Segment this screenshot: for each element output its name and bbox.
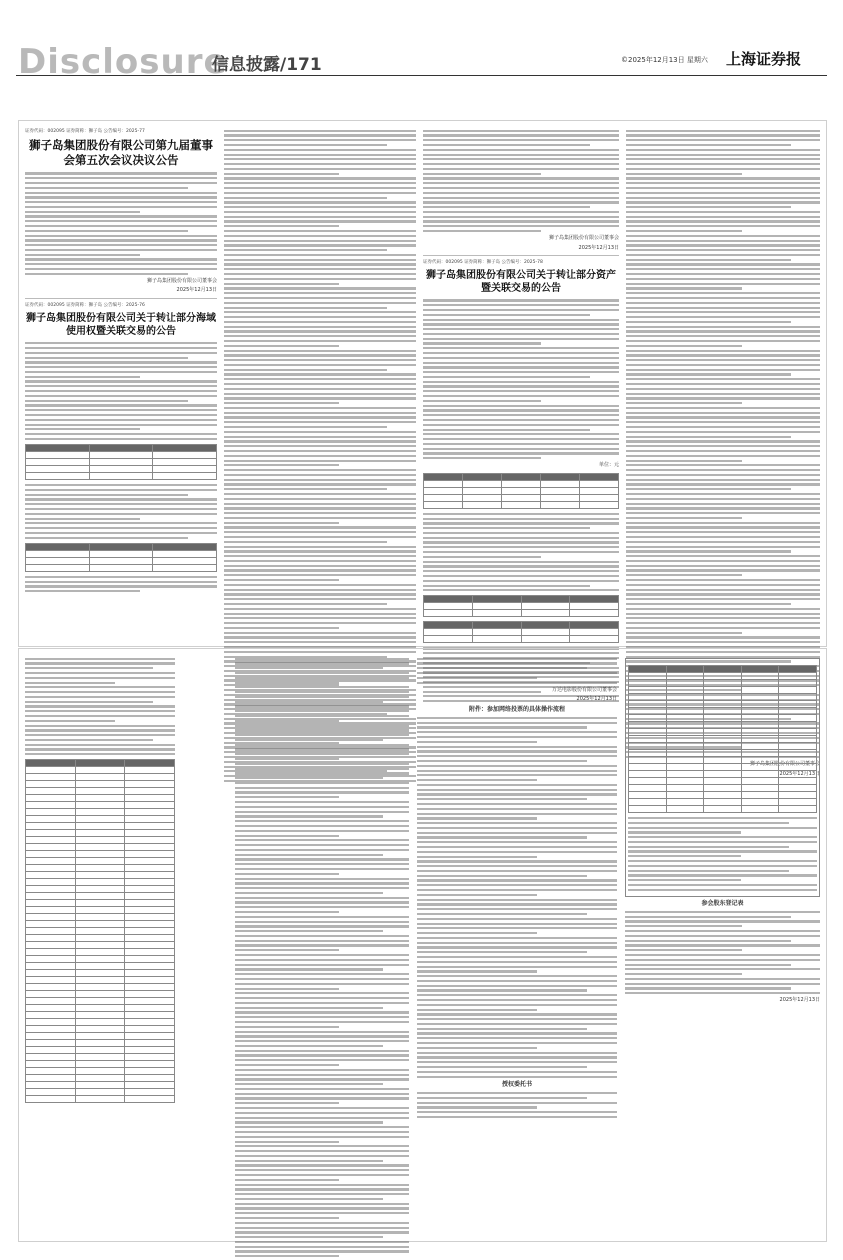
newspaper-name: 上海证券报 (726, 50, 802, 68)
signature: 狮子岛集团股份有限公司董事会 (749, 761, 820, 768)
announcement-column-3 (423, 127, 619, 705)
meeting-notice-column-4 (625, 655, 820, 1007)
meeting-notice-column-3 (417, 655, 617, 1121)
signature: 狮子岛集团股份有限公司董事会 (548, 235, 619, 242)
form-body (625, 911, 820, 994)
section-title: 信息披露/171 (212, 55, 322, 75)
meeting-notice-column-1 (25, 655, 175, 1107)
lower-announcement-band (18, 648, 827, 1242)
announcement-code: 证券代码：002095 证券简称：狮子岛 公告编号：2025-78 (423, 260, 543, 265)
announcement-body (423, 130, 619, 233)
proxy-form-title: 授权委托书 (501, 1080, 532, 1088)
registration-form-title: 参会股东登记表 (701, 899, 744, 907)
masthead-rule (16, 75, 827, 76)
signature-date: 2025年12月13日 (779, 997, 820, 1004)
asset-table (423, 621, 619, 643)
proposal-table (25, 759, 175, 1103)
notice-body (417, 717, 617, 1078)
announcement-body (25, 484, 217, 539)
notice-body (235, 658, 409, 1258)
vote-table (628, 665, 817, 813)
vote-form-box (625, 658, 820, 897)
attachment-title: 附件：参加网络投票的具体操作流程 (468, 705, 565, 713)
masthead (0, 0, 843, 118)
signature: 狮子岛集团股份有限公司董事会 (146, 278, 217, 284)
announcement-code: 证券代码：002095 证券简称：狮子岛 公告编号：2025-76 (25, 302, 145, 308)
issue-date: ©2025年12月13日 星期六 (621, 56, 708, 64)
announcement-title: 狮子岛集团股份有限公司关于转让部分海域使用权暨关联交易的公告 (26, 313, 216, 338)
meeting-notice-column-2 (235, 655, 409, 1260)
announcement-body (25, 342, 217, 440)
notice-body (417, 1092, 617, 1118)
announcement-body (423, 513, 619, 592)
signature: 万达电影股份有限公司董事会 (551, 686, 617, 693)
signature-date: 2025年12月13日 (576, 696, 617, 703)
signature-date: 2025年12月13日 (578, 244, 619, 251)
asset-table (423, 595, 619, 617)
signature-date: 2025年12月13日 (176, 287, 217, 294)
announcement-body (423, 299, 619, 459)
section-logo: Disclosure (18, 42, 228, 82)
divider (423, 255, 619, 256)
form-body (628, 817, 817, 891)
announcement-column-1 (25, 127, 217, 595)
notice-body (25, 658, 175, 756)
asset-table (423, 473, 619, 509)
announcement-code: 证券代码：002095 证券简称：狮子岛 公告编号：2025-77 (25, 129, 145, 134)
announcement-body (25, 172, 217, 275)
notice-body (417, 658, 617, 684)
divider (25, 298, 217, 299)
financial-table (25, 543, 217, 572)
announcement-title: 狮子岛集团股份有限公司第九届董事会第五次会议决议公告 (29, 138, 213, 168)
announcement-title: 狮子岛集团股份有限公司关于转让部分资产暨关联交易的公告 (426, 270, 616, 295)
financial-table (25, 444, 217, 480)
table-unit-label: 单位：元 (598, 462, 619, 469)
signature-date: 2025年12月13日 (779, 770, 820, 777)
announcement-body (25, 576, 217, 593)
